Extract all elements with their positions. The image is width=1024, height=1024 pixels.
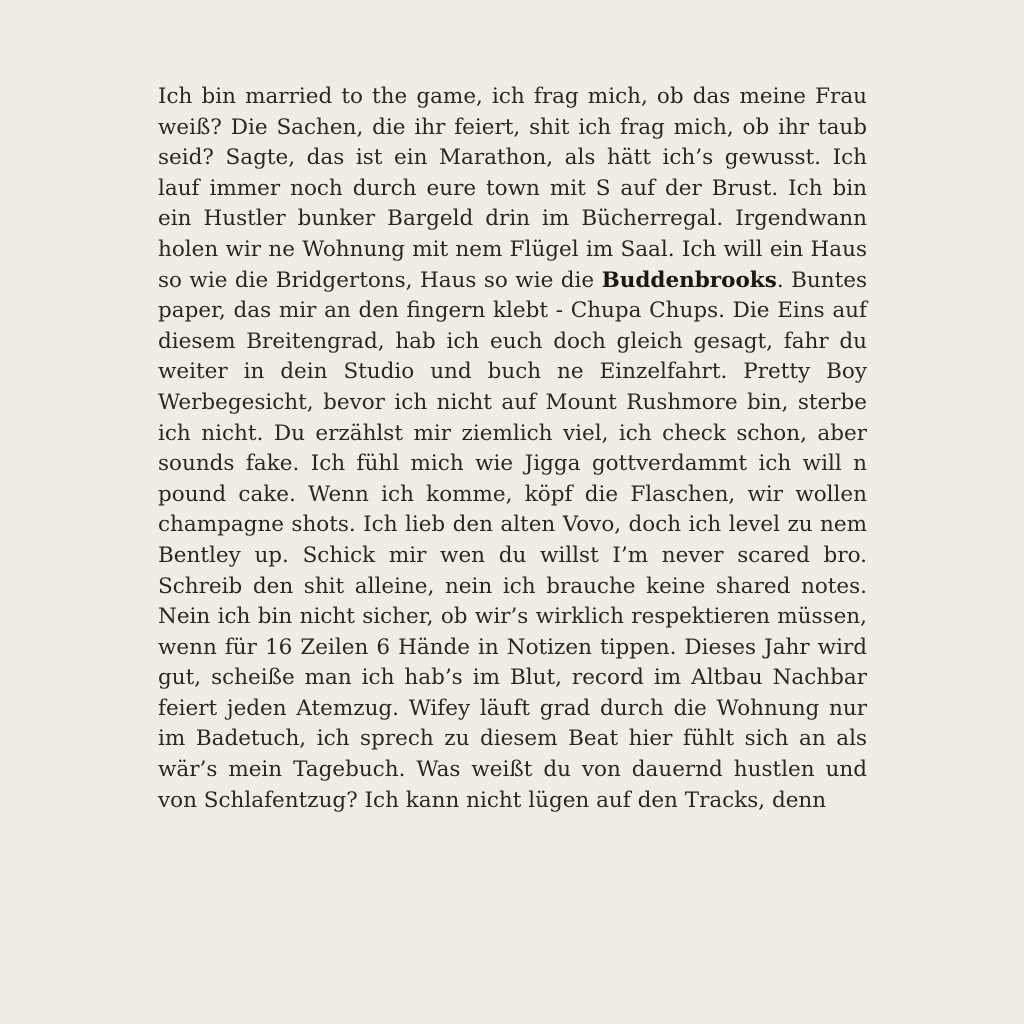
paragraph-text-before-bold: Ich bin married to the game, ich frag mich, ob das meine Frau weiß? Die Sachen, die ihr feiert, shit ich frag mich, ob ihr taub seid? Sagte, das ist ein Marathon, als hätt ich’s gewusst. Ich lauf immer noch durch eure town mit S auf der Brust. Ich bin ein Hustler bunker Bargeld drin im Bücherregal. Irgendwann holen wir ne Wohnung mit nem Flügel im Saal. Ich will ein Haus so wie die Bridgertons, Haus so wie die [158,84,867,293]
bold-word-buddenbrooks: Buddenbrooks [601,267,777,293]
lyrics-paragraph [158,82,867,816]
paragraph-text-after-bold: . Buntes paper, das mir an den fingern klebt - Chupa Chups. Die Eins auf diesem Breitengrad, hab ich euch doch gleich gesagt, fahr du weiter in dein Studio und buch ne Einzelfahrt. Pretty Boy Werbegesicht, bevor ich nicht auf Mount Rushmore bin, sterbe ich nicht. Du erzählst mir ziemlich viel, ich check schon, aber sounds fake. Ich fühl mich wie Jigga gottverdammt ich will n pound cake. Wenn ich komme, köpf die Flaschen, wir wollen champagne shots. Ich lieb den alten Vovo, doch ich level zu nem Bentley up. Schick mir wen du willst I’m never scared bro. Schreib den shit alleine, nein ich brauche keine shared notes. Nein ich bin nicht sicher, ob wir’s wirklich respektieren müssen, wenn für 16 Zeilen 6 Hände in Notizen tippen. Dieses Jahr wird gut, scheiße man ich hab’s im Blut, record im Altbau Nachbar feiert jeden Atemzug. Wifey läuft grad durch die Wohnung nur im Badetuch, ich sprech zu diesem Beat hier fühlt sich an als wär’s mein Tagebuch. Was weißt du von dauernd hustlen und von Schlafentzug? Ich kann nicht lügen auf den Tracks, denn [158,267,867,813]
